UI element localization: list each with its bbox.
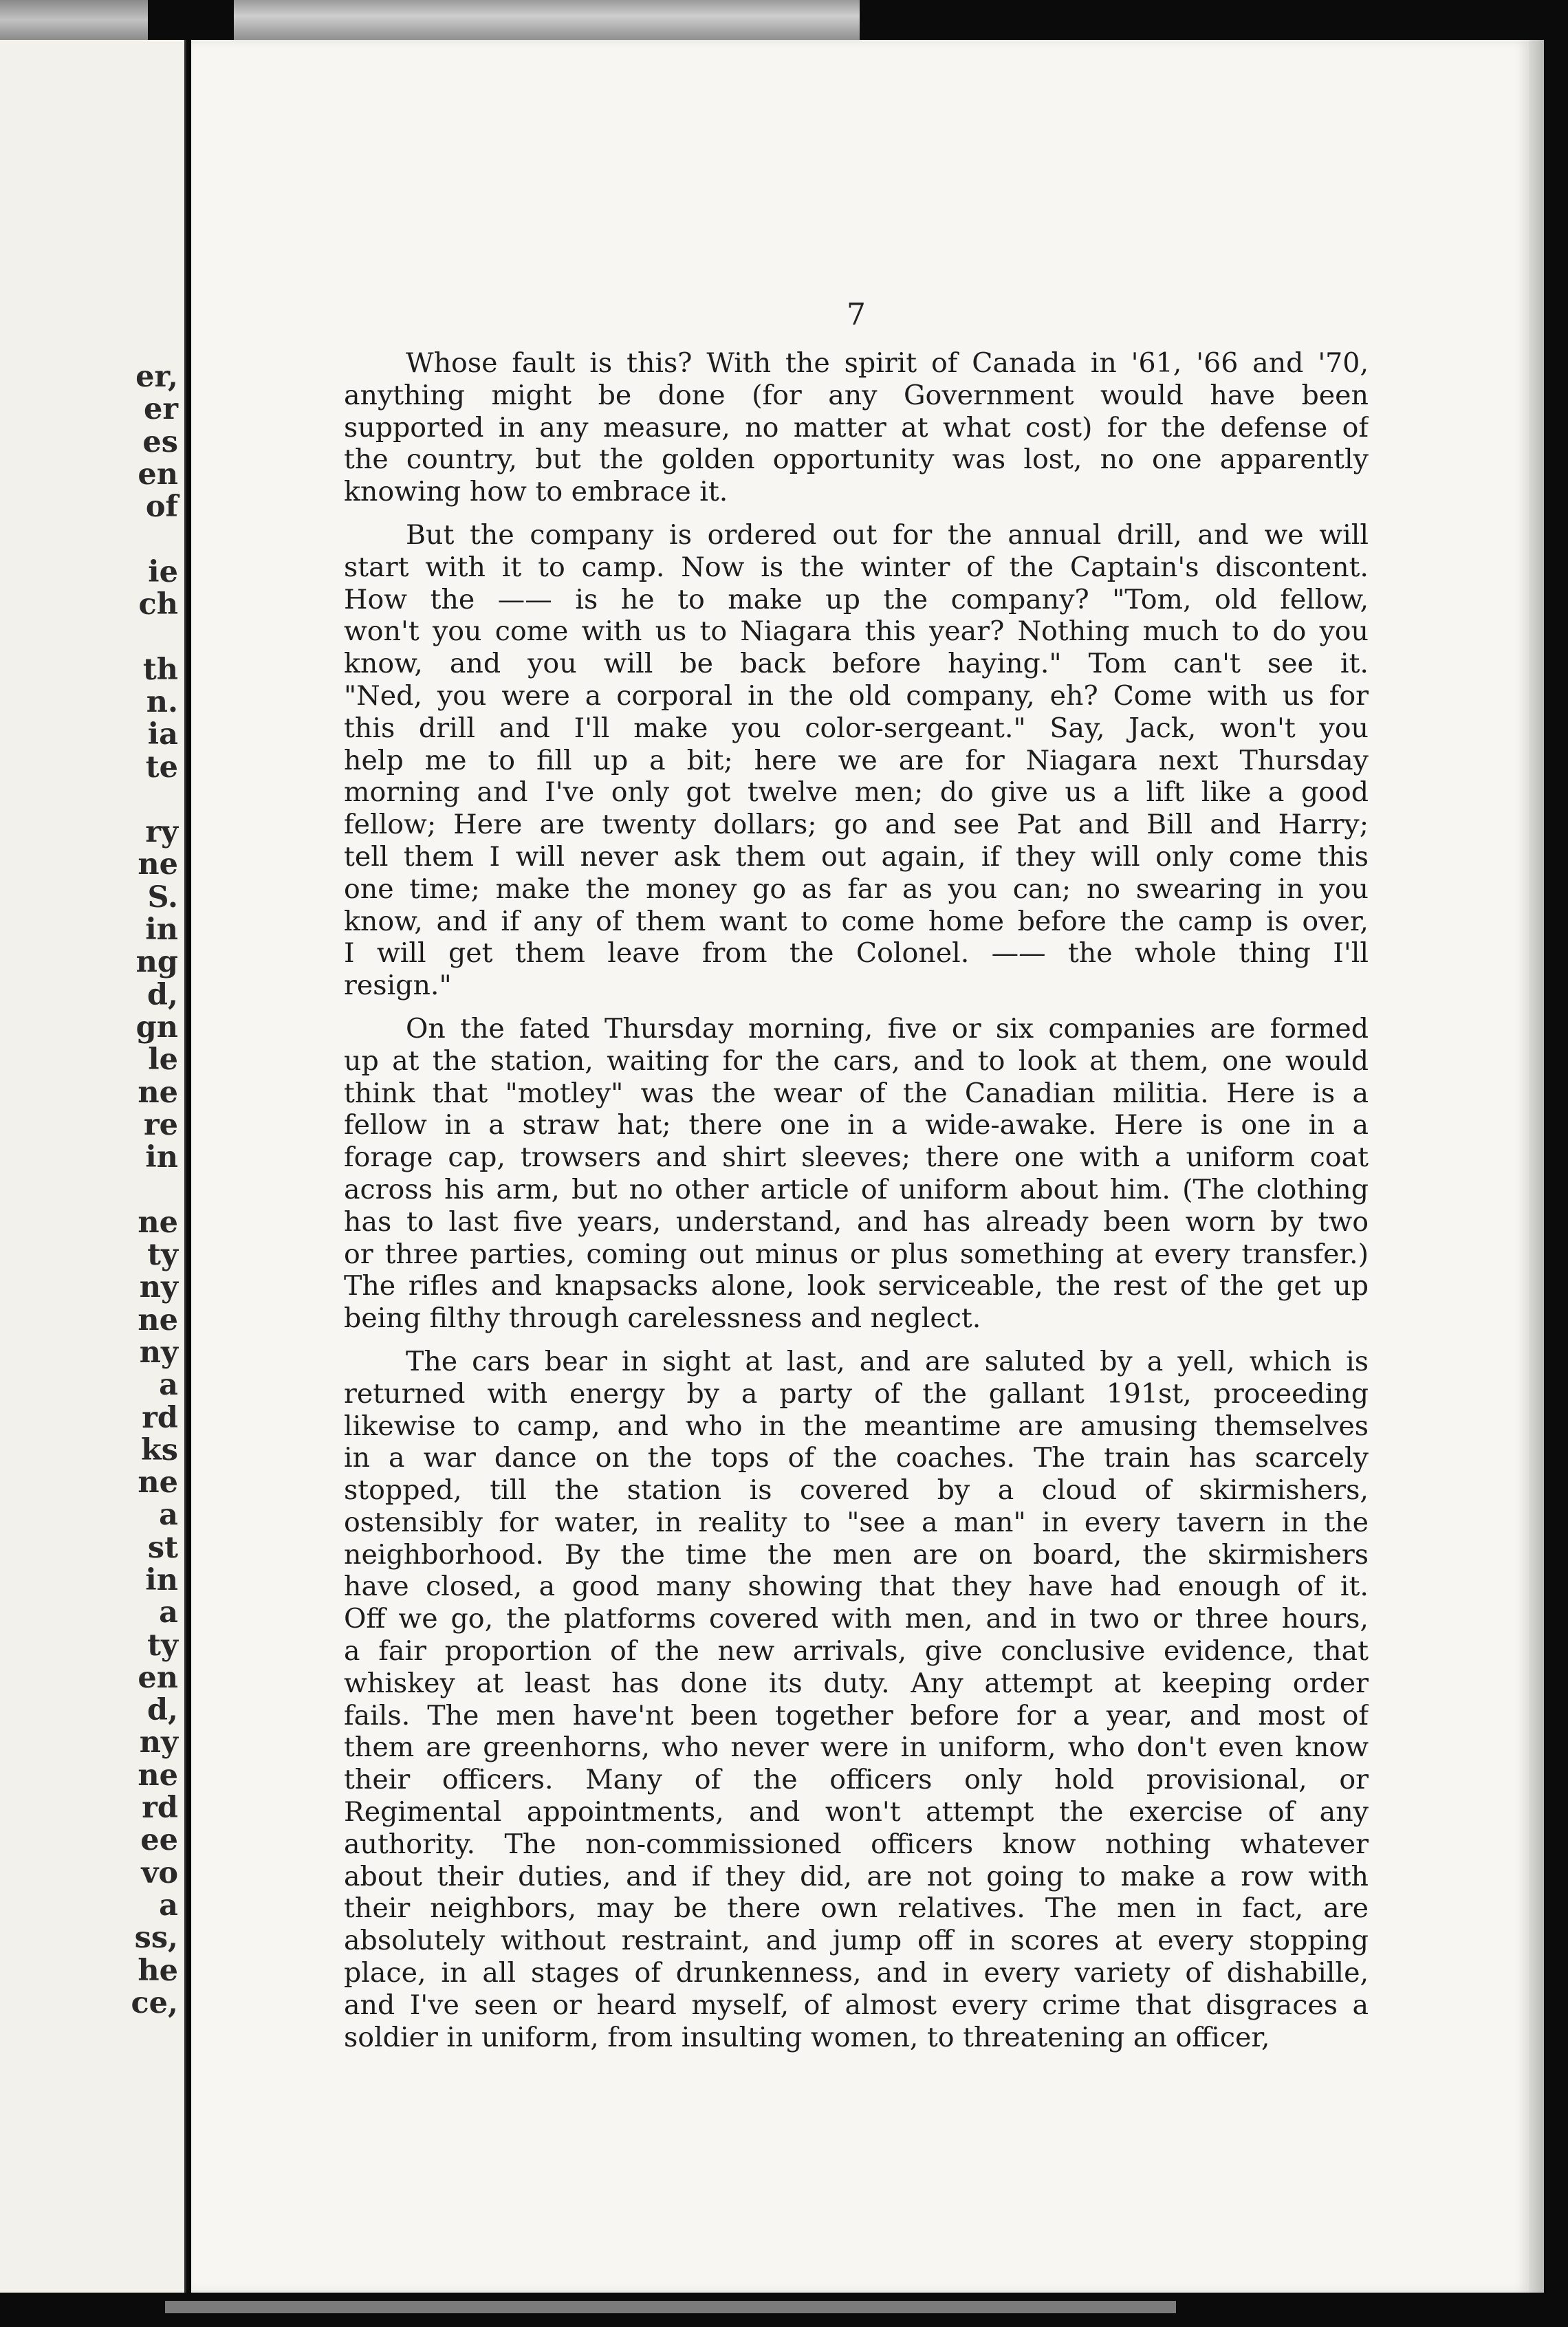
text-line: them are greenhorns, who never were in uniform, who don't even know	[344, 1731, 1369, 1764]
text-line: fellow; Here are twenty dollars; go and see Pat and Bill and Harry;	[344, 809, 1369, 841]
left-fragment: ny	[139, 1270, 178, 1305]
left-fragment: ry	[145, 815, 178, 850]
left-fragment	[0, 784, 182, 816]
left-fragment: ss,	[134, 1921, 178, 1956]
left-fragment: in	[145, 913, 178, 948]
paragraph	[344, 1013, 1369, 1335]
scan-edge-top-left	[0, 0, 148, 40]
page-number: 7	[847, 297, 866, 332]
left-fragment: ch	[138, 587, 178, 622]
text-line: about their duties, and if they did, are not going to make a row with	[344, 1860, 1369, 1892]
left-fragment: of	[145, 490, 178, 525]
scan-edge-top	[234, 0, 860, 40]
left-fragment: ne	[138, 1205, 178, 1240]
left-fragment: er	[143, 392, 178, 427]
text-line: forage cap, trowsers and shirt sleeves; there one with a uniform coat	[344, 1141, 1369, 1174]
text-line: and I've seen or heard myself, of almost every crime that disgraces a	[344, 1989, 1369, 2021]
scan-edge-bottom-strip	[165, 2301, 1176, 2313]
text-line: won't you come with us to Niagara this year? Nothing much to do you	[344, 615, 1369, 648]
text-line: Whose fault is this? With the spirit of Canada in '61, '66 and '70,	[406, 347, 1369, 379]
text-line: one time; make the money go as far as you can; no swearing in you	[344, 873, 1369, 905]
text-line: soldier in uniform, from insulting women, to threatening an officer,	[344, 2021, 1270, 2053]
text-line: How the —— is he to make up the company? "Tom, old fellow,	[344, 583, 1369, 615]
text-line: this drill and I'll make you color-sergeant." Say, Jack, won't you	[344, 712, 1369, 744]
text-line: neighborhood. By the time the men are on board, the skirmishers	[344, 1538, 1369, 1571]
text-line: On the fated Thursday morning, five or six companies are formed	[406, 1012, 1369, 1045]
left-fragment: vo	[141, 1855, 178, 1890]
left-fragment: a	[159, 1368, 178, 1403]
body-text	[344, 347, 1369, 2064]
left-fragment: S.	[147, 880, 178, 915]
text-line: absolutely without restraint, and jump off in scores at every stopping	[344, 1925, 1369, 1957]
left-fragment: he	[138, 1953, 178, 1988]
text-line: ostensibly for water, in reality to "see a man" in every tavern in the	[344, 1506, 1369, 1538]
left-fragment: ne	[138, 1465, 178, 1500]
left-fragment: a	[159, 1498, 178, 1533]
left-fragment: le	[148, 1042, 178, 1078]
left-fragment: es	[142, 424, 178, 459]
text-line: Regimental appointments, and won't attempt the exercise of any	[344, 1796, 1369, 1828]
text-line: know, and if any of them want to come home before the camp is over,	[344, 905, 1369, 937]
text-line: the country, but the golden opportunity was lost, no one apparently	[344, 444, 1369, 476]
text-line: resign."	[344, 970, 452, 1002]
left-fragment: a	[159, 1595, 178, 1630]
text-line: a fair proportion of the new arrivals, give conclusive evidence, that	[344, 1635, 1369, 1668]
left-fragment: en	[138, 457, 178, 492]
left-page-text-fragments	[0, 361, 182, 2020]
text-line: has to last five years, understand, and has already been worn by two	[344, 1205, 1369, 1238]
text-line: help me to fill up a bit; here we are for Niagara next Thursday	[344, 744, 1369, 776]
text-line: The rifles and knapsacks alone, look serviceable, the rest of the get up	[344, 1270, 1369, 1302]
text-line: Off we go, the platforms covered with men, and in two or three hours,	[344, 1603, 1369, 1635]
text-line: place, in all stages of drunkenness, and in every variety of dishabille,	[344, 1957, 1369, 1989]
paragraph	[344, 1346, 1369, 2054]
text-line: anything might be done (for any Government would have been	[344, 379, 1369, 411]
text-line: tell them I will never ask them out again, if they will only come this	[344, 840, 1369, 873]
left-fragment: ce,	[131, 1985, 178, 2020]
paragraph	[344, 347, 1369, 508]
left-fragment: d,	[146, 977, 178, 1012]
text-line: up at the station, waiting for the cars, and to look at them, one would	[344, 1045, 1369, 1077]
left-fragment: d,	[146, 1693, 178, 1728]
left-fragment: ne	[138, 847, 178, 882]
text-line: I will get them leave from the Colonel. —— the whole thing I'll	[344, 937, 1369, 970]
left-fragment: gn	[135, 1009, 178, 1045]
left-fragment: ny	[139, 1725, 178, 1760]
left-fragment: te	[145, 750, 178, 785]
left-fragment: ee	[140, 1823, 178, 1858]
left-fragment	[0, 523, 182, 556]
text-line: their officers. Many of the officers only hold provisional, or	[344, 1764, 1369, 1796]
text-line: But the company is ordered out for the annual drill, and we will	[406, 518, 1369, 551]
left-fragment: ng	[135, 945, 178, 980]
text-line: think that "motley" was the wear of the Canadian militia. Here is a	[344, 1077, 1369, 1109]
left-fragment: er,	[135, 360, 178, 394]
text-line: likewise to camp, and who in the meantime are amusing themselves	[344, 1410, 1369, 1442]
left-fragment: th	[142, 652, 178, 687]
text-line: returned with energy by a party of the gallant 191st, proceeding	[344, 1377, 1369, 1410]
left-fragment: a	[159, 1888, 178, 1923]
left-fragment: ne	[138, 1758, 178, 1793]
left-fragment: ty	[147, 1628, 178, 1663]
text-line: in a war dance on the tops of the coaches. The train has scarcely	[344, 1442, 1369, 1474]
left-fragment: ne	[138, 1302, 178, 1337]
text-line: start with it to camp. Now is the winter of the Captain's discontent.	[344, 551, 1369, 583]
text-line: supported in any measure, no matter at what cost) for the defense of	[344, 411, 1369, 444]
left-fragment: ie	[148, 554, 178, 589]
left-fragment: ny	[139, 1335, 178, 1370]
text-line: being filthy through carelessness and neglect.	[344, 1302, 981, 1335]
left-fragment: rd	[142, 1791, 178, 1826]
text-line: morning and I've only got twelve men; do give us a lift like a good	[344, 776, 1369, 809]
text-line: authority. The non-commissioned officers know nothing whatever	[344, 1828, 1369, 1860]
left-fragment: ne	[138, 1075, 178, 1110]
text-line: or three parties, coming out minus or plus something at every transfer.)	[344, 1238, 1369, 1270]
text-line: whiskey at least has done its duty. Any attempt at keeping order	[344, 1667, 1369, 1699]
text-line: knowing how to embrace it.	[344, 476, 728, 508]
text-line: have closed, a good many showing that they have had enough of it.	[344, 1571, 1369, 1603]
left-fragment: in	[145, 1140, 178, 1175]
text-line: fails. The men have'nt been together before for a year, and most of	[344, 1699, 1369, 1731]
page-right-edge	[1529, 40, 1544, 2293]
paragraph	[344, 519, 1369, 1002]
left-fragment: re	[143, 1107, 178, 1142]
left-fragment: ks	[140, 1432, 178, 1467]
text-line: The cars bear in sight at last, and are saluted by a yell, which is	[406, 1345, 1369, 1377]
left-fragment: n.	[146, 684, 178, 719]
left-fragment: rd	[142, 1400, 178, 1435]
left-page-edge	[0, 40, 186, 2293]
text-line: know, and you will be back before haying." Tom can't see it.	[344, 648, 1369, 680]
left-fragment	[0, 621, 182, 653]
left-fragment: in	[145, 1562, 178, 1597]
left-fragment: ia	[147, 717, 178, 752]
left-fragment	[0, 1174, 182, 1206]
text-line: fellow in a straw hat; there one in a wide-awake. Here is one in a	[344, 1109, 1369, 1141]
left-fragment: st	[147, 1530, 178, 1565]
text-line: "Ned, you were a corporal in the old company, eh? Come with us for	[344, 679, 1369, 712]
left-fragment: en	[138, 1660, 178, 1695]
left-fragment: ty	[147, 1238, 178, 1273]
text-line: across his arm, but no other article of uniform about him. (The clothing	[344, 1173, 1369, 1205]
text-line: their neighbors, may be there own relatives. The men in fact, are	[344, 1892, 1369, 1925]
text-line: stopped, till the station is covered by a cloud of skirmishers,	[344, 1474, 1369, 1507]
